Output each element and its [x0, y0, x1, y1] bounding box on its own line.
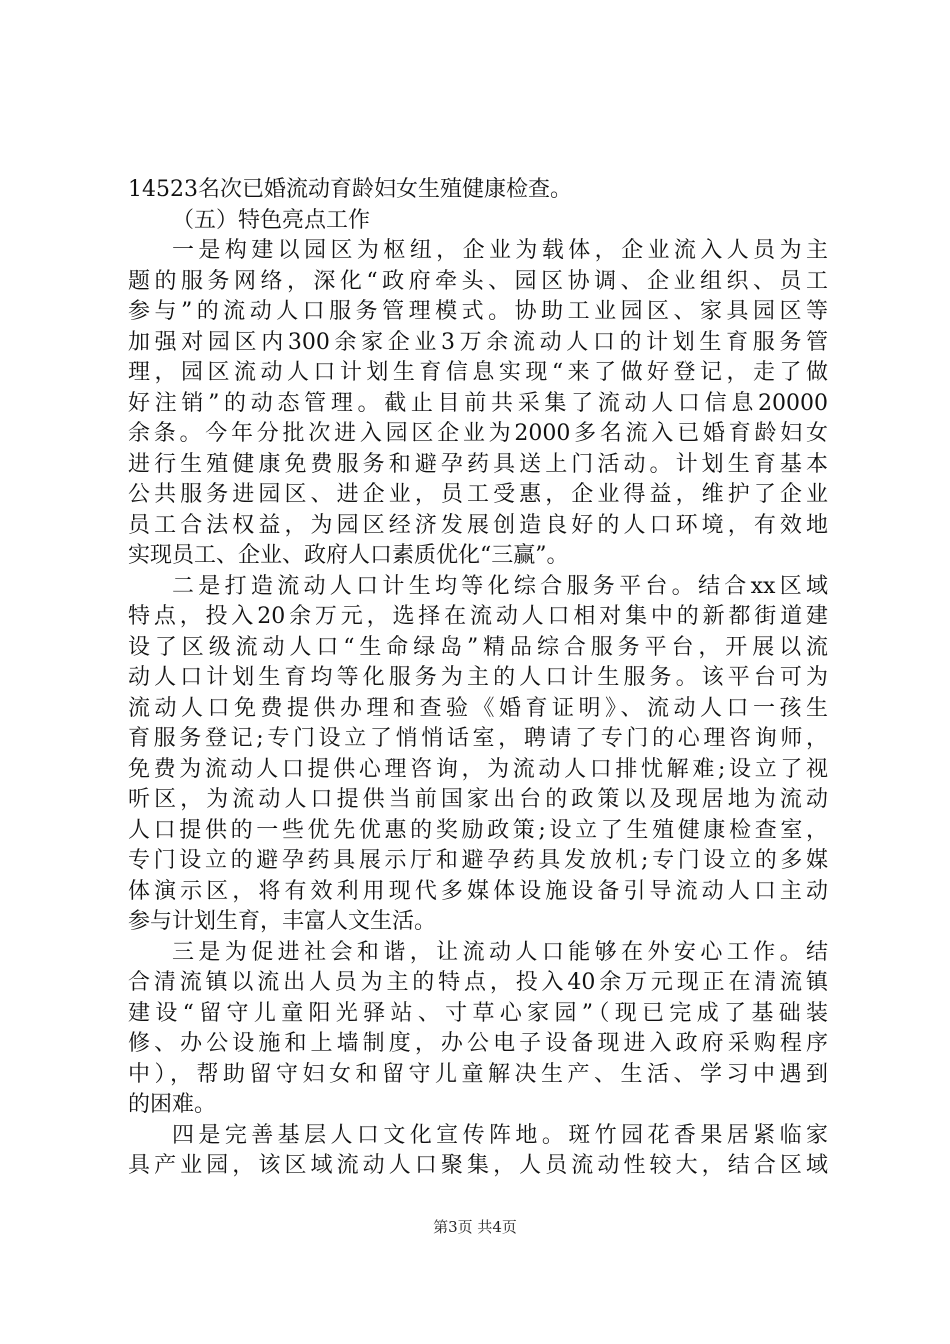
text-line: 听区，为流动人口提供当前国家出台的政策以及现居地为流动 [128, 787, 828, 812]
text-line: 合清流镇以流出人员为主的特点，投入40余万元现正在清流镇 [128, 970, 828, 995]
text-line: 参与计划生育，丰富人文生活。 [128, 909, 437, 934]
text-line: 余条。今年分批次进入园区企业为2000多名流入已婚育龄妇女 [128, 421, 828, 446]
document-body [128, 175, 828, 1182]
text-line: 具产业园，该区域流动人口聚集，人员流动性较大，结合区域 [128, 1153, 828, 1178]
text-line: 一是构建以园区为枢纽，企业为载体，企业流入人员为主 [172, 238, 828, 263]
text-line: 特点，投入20余万元，选择在流动人口相对集中的新都街道建 [128, 604, 828, 629]
text-line: 14523名次已婚流动育龄妇女生殖健康检查。 [128, 177, 572, 202]
text-line: 中），帮助留守妇女和留守儿童解决生产、生活、学习中遇到 [128, 1061, 828, 1087]
text-line: 公共服务进园区、进企业，员工受惠，企业得益，维护了企业 [128, 482, 828, 507]
text-line: 参与”的流动人口服务管理模式。协助工业园区、家具园区等 [128, 299, 828, 324]
text-line: 的困难。 [128, 1092, 217, 1117]
text-line: 员工合法权益，为园区经济发展创造良好的人口环境，有效地 [128, 512, 828, 538]
text-line: （五）特色亮点工作 [172, 207, 371, 233]
page-number-footer: 第3页 共4页 [433, 1218, 517, 1236]
text-line: 免费为流动人口提供心理咨询，为流动人口排忧解难;设立了视 [128, 756, 828, 782]
text-line: 专门设立的避孕药具展示厅和避孕药具发放机;专门设立的多媒 [128, 848, 828, 873]
text-line: 人口提供的一些优先优惠的奖励政策;设立了生殖健康检查室， [128, 817, 828, 843]
text-line: 二是打造流动人口计生均等化综合服务平台。结合xx区域 [172, 573, 828, 599]
text-line: 修、办公设施和上墙制度，办公电子设备现进入政府采购程序 [128, 1031, 828, 1056]
text-line: 流动人口免费提供办理和查验《婚育证明》、流动人口一孩生 [128, 695, 828, 721]
text-line: 三是为促进社会和谐，让流动人口能够在外安心工作。结 [172, 939, 828, 965]
text-line: 理，园区流动人口计划生育信息实现“来了做好登记，走了做 [128, 360, 828, 385]
text-line: 建设“留守儿童阳光驿站、寸草心家园”（现已完成了基础装 [128, 1000, 828, 1026]
text-line: 体演示区，将有效利用现代多媒体设施设备引导流动人口主动 [128, 878, 828, 904]
text-line: 动人口计划生育均等化服务为主的人口计生服务。该平台可为 [128, 665, 828, 690]
text-line: 设了区级流动人口“生命绿岛”精品综合服务平台，开展以流 [128, 634, 828, 660]
text-line: 加强对园区内300余家企业3万余流动人口的计划生育服务管 [128, 329, 828, 355]
text-line: 四是完善基层人口文化宣传阵地。斑竹园花香果居紧临家 [172, 1122, 828, 1148]
text-line: 题的服务网络，深化“政府牵头、园区协调、企业组织、员工 [128, 268, 828, 294]
text-line: 育服务登记;专门设立了悄悄话室，聘请了专门的心理咨询师， [128, 726, 828, 751]
text-line: 进行生殖健康免费服务和避孕药具送上门活动。计划生育基本 [128, 451, 828, 477]
text-line: 实现员工、企业、政府人口素质优化“三赢”。 [128, 543, 569, 568]
text-line: 好注销”的动态管理。截止目前共采集了流动人口信息20000 [128, 390, 828, 416]
